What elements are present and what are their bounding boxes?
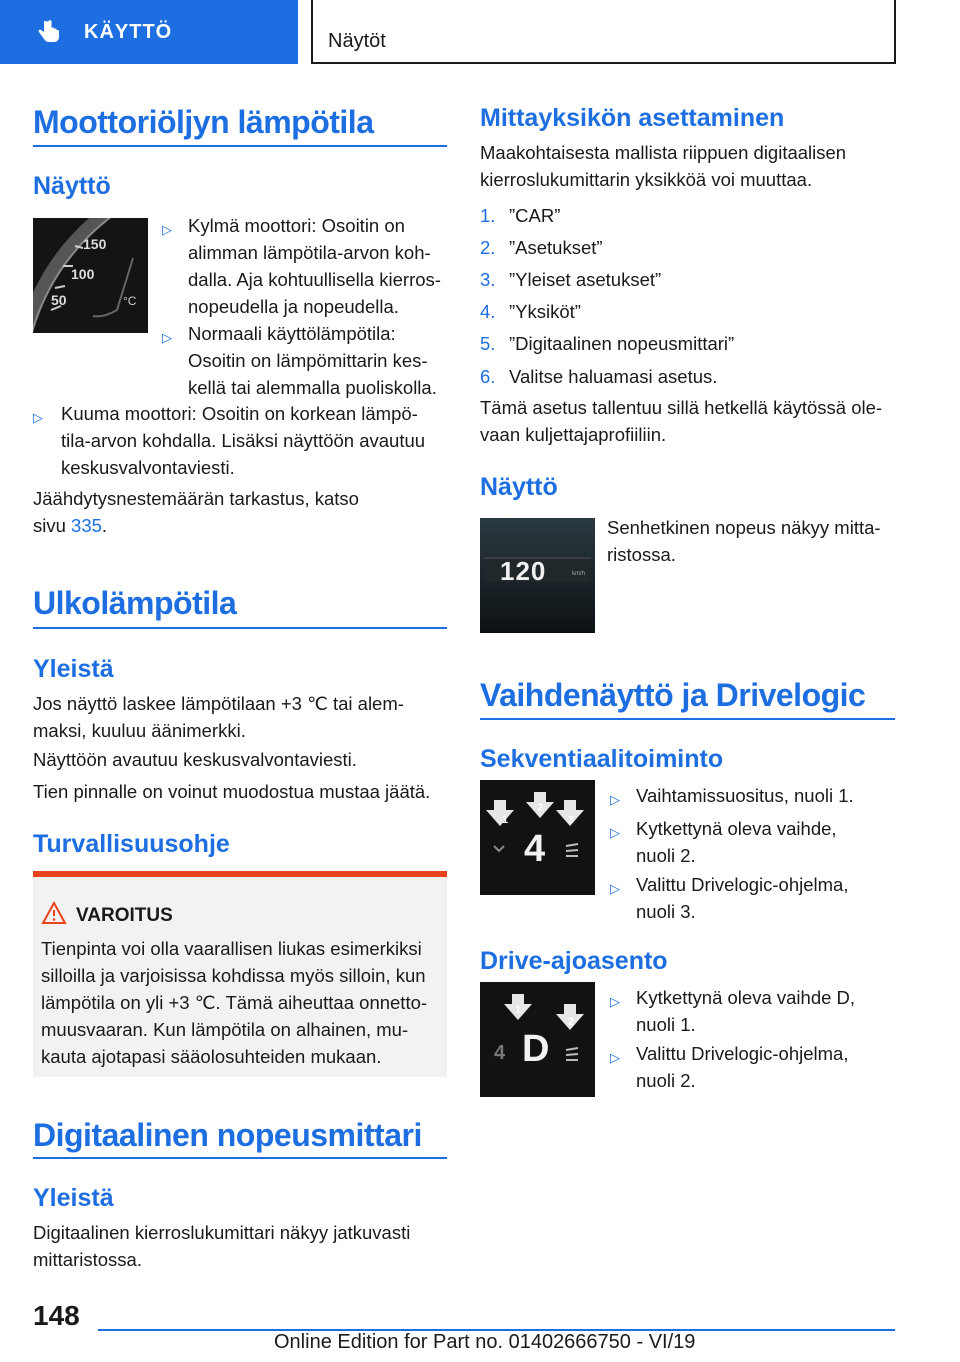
digital-speedo-p1: Digitaalinen kierroslukumittari näkyy jatkuvasti mittaristossa. — [33, 1222, 411, 1270]
gear-indicator: D — [522, 1028, 550, 1070]
coolant-text: Jäähdytysnestemäärän tarkastus, katso sivu — [33, 488, 359, 536]
digital-speedo-title: Digitaalinen nopeusmittari — [33, 1117, 422, 1153]
bullet-triangle-icon: ▷ — [610, 792, 620, 807]
warning-triangle-icon — [41, 901, 67, 925]
chapter-tab — [0, 0, 298, 64]
arrow-label: 3 — [568, 814, 575, 826]
outside-temp-general-heading: Yleistä — [33, 655, 114, 683]
bullet-triangle-icon: ▷ — [610, 994, 620, 1009]
chapter-label: KÄYTTÖ — [84, 20, 173, 43]
engine-oil-display-heading: Näyttö — [33, 172, 111, 200]
unit-setting-intro: Maakohtaisesta mallista riippuen digitaalisen kierroslukumittarin yksikköä voi muuttaa. — [480, 142, 847, 190]
step-text: ”Yleiset asetukset” — [509, 269, 662, 290]
gear-title: Vaihdenäyttö ja Drivelogic — [480, 677, 866, 713]
step-number: 5. — [480, 333, 496, 354]
temperature-gauge-image — [33, 218, 148, 333]
bullet-triangle-icon: ▷ — [33, 410, 43, 425]
bullet-triangle-icon: ▷ — [162, 330, 172, 345]
bullet-triangle-icon: ▷ — [610, 881, 620, 896]
bullet-text: Valittu Drivelogic-ohjelma, nuoli 2. — [636, 1043, 849, 1091]
step-text: ”Yksiköt” — [509, 301, 581, 322]
speed-value: 120 — [500, 556, 547, 586]
gauge-tick-label: 150 — [83, 236, 107, 252]
gauge-tick-label: 50 — [51, 292, 67, 308]
step-text: ”CAR” — [509, 205, 561, 226]
outside-temp-p3: Tien pinnalle on voinut muodostua mustaa jäätä. — [33, 781, 431, 802]
sequential-image — [480, 780, 595, 895]
bullet-triangle-icon: ▷ — [162, 222, 172, 237]
page-number: 148 — [33, 1300, 80, 1331]
section-tab — [311, 0, 896, 64]
side-gear-indicator: 4 — [494, 1042, 506, 1064]
coolant-end: . — [101, 515, 108, 536]
bullet-text: Kytkettynä oleva vaihde, nuoli 2. — [636, 818, 837, 866]
title-rule — [33, 1157, 447, 1159]
gauge-tick-label: 100 — [71, 266, 95, 282]
outside-temp-p2: Näyttöön avautuu keskusvalvontaviesti. — [33, 749, 357, 770]
bullet-text: Normaali käyttölämpötila: Osoitin on lämpömittarin kes-kellä tai alemmalla puoliskolla. — [188, 323, 437, 398]
step-number: 3. — [480, 269, 496, 290]
edition-text: Online Edition for Part no. 01402666750 - VI/19 — [274, 1331, 696, 1353]
step-number: 4. — [480, 301, 496, 322]
warning-text: Tienpinta voi olla vaarallisen liukas esimerkiksi silloilla ja varjoisissa kohdissa myös silloin, kun lämpötila on yli +3 ℃. Tämä aiheuttaa onnetto-muusvaaran. Kun lämpötila on alhainen, mu-kauta ajotapasi sääolosuhteiden mukaan. — [41, 938, 428, 1067]
step-number: 6. — [480, 366, 496, 387]
hand-pointer-icon — [36, 19, 62, 45]
speed-display-image — [480, 518, 595, 633]
safety-heading: Turvallisuusohje — [33, 830, 230, 858]
bullet-triangle-icon: ▷ — [610, 1050, 620, 1065]
arrow-label: 1 — [502, 814, 509, 826]
bullet-text: Kytkettynä oleva vaihde D, nuoli 1. — [636, 987, 856, 1035]
coolant-reference — [33, 485, 383, 539]
coolant-page-link[interactable]: 335 — [71, 515, 102, 536]
bullet-text: Valittu Drivelogic-ohjelma, nuoli 3. — [636, 874, 849, 922]
drive-heading: Drive-ajoasento — [480, 947, 668, 975]
unit-setting-outro: Tämä asetus tallentuu sillä hetkellä käytössä ole-vaan kuljettajaprofiiliin. — [480, 397, 883, 445]
title-rule — [33, 145, 447, 147]
gear-indicator: 4 — [524, 828, 546, 870]
arrow-label: 2 — [537, 802, 544, 814]
bullet-triangle-icon: ▷ — [610, 825, 620, 840]
unit-setting-heading: Mittayksikön asettaminen — [480, 104, 785, 132]
digital-speedo-general-heading: Yleistä — [33, 1184, 114, 1212]
drive-image — [480, 982, 595, 1097]
warning-title: VAROITUS — [76, 905, 173, 926]
speed-display-heading: Näyttö — [480, 473, 558, 501]
step-text: ”Digitaalinen nopeusmittari” — [509, 333, 735, 354]
outside-temp-p1: Jos näyttö laskee lämpötilaan +3 ℃ tai alem-maksi, kuuluu äänimerkki. — [33, 693, 404, 741]
bullet-text: Kylmä moottori: Osoitin on alimman lämpötila-arvon koh-dalla. Aja kohtuullisella kierros-nopeudella ja nopeudella. — [188, 215, 441, 317]
engine-oil-title: Moottoriöljyn lämpötila — [33, 104, 374, 140]
bullet-text: Kuuma moottori: Osoitin on korkean lämpö-tila-arvon kohdalla. Lisäksi näyttöön avautuu keskusvalvontaviesti. — [61, 403, 426, 478]
title-rule — [33, 627, 447, 629]
bullet-text: Vaihtamissuositus, nuoli 1. — [636, 785, 854, 806]
sequential-heading: Sekventiaalitoiminto — [480, 745, 724, 773]
step-text: ”Asetukset” — [509, 237, 603, 258]
gauge-unit-label: °C — [123, 294, 137, 308]
speed-display-text: Senhetkinen nopeus näkyy mitta-ristossa. — [607, 517, 881, 565]
step-number: 2. — [480, 237, 496, 258]
speed-unit: km/h — [572, 571, 586, 577]
warning-box — [33, 871, 447, 1077]
section-label: Näytöt — [328, 30, 386, 52]
step-text: Valitse haluamasi asetus. — [509, 366, 718, 387]
title-rule — [480, 718, 895, 720]
outside-temp-title: Ulkolämpötila — [33, 585, 237, 621]
arrow-label: 1 — [515, 1004, 522, 1016]
arrow-label: 2 — [568, 1016, 575, 1028]
step-number: 1. — [480, 205, 496, 226]
